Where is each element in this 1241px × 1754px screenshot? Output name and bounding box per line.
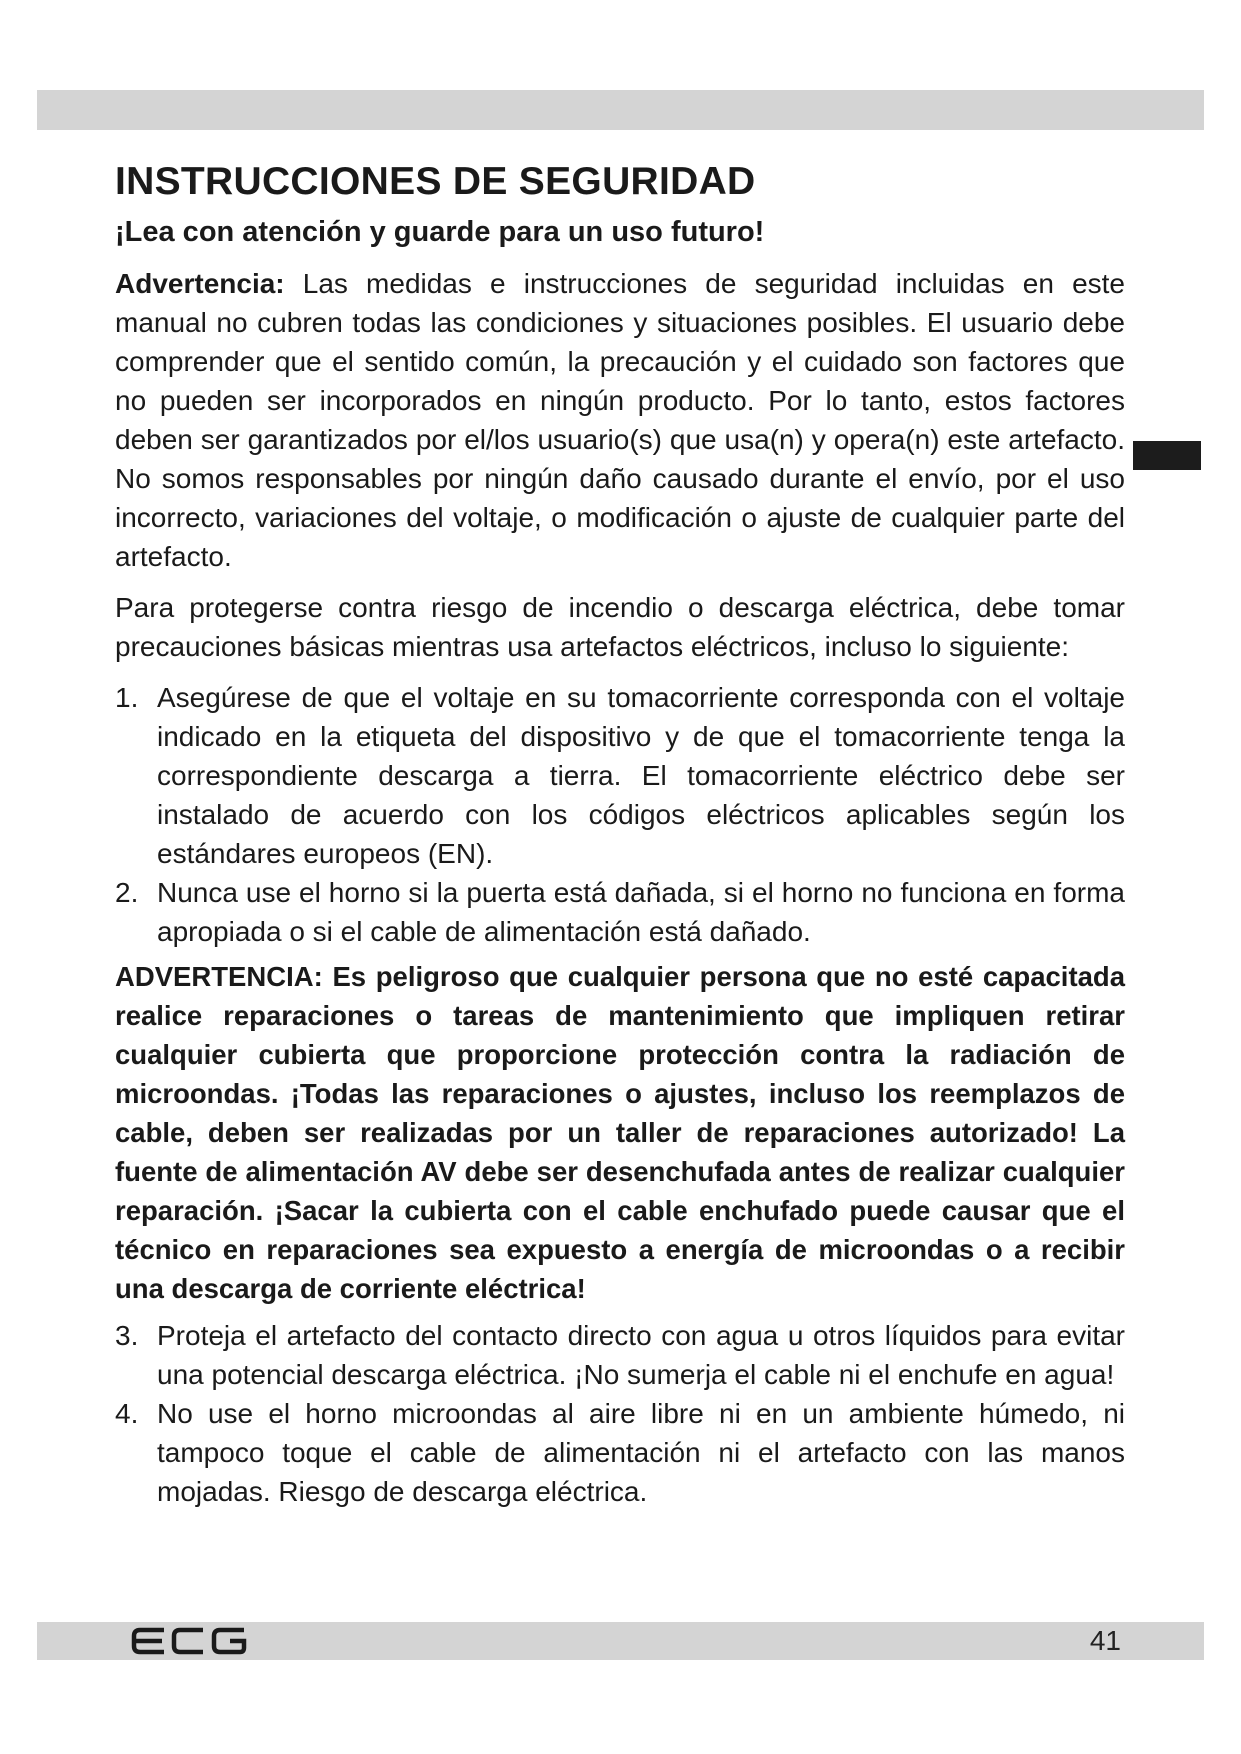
list-item <box>115 1316 1125 1394</box>
page-title: INSTRUCCIONES DE SEGURIDAD <box>115 160 756 203</box>
list-item <box>115 678 1125 873</box>
intro-label: Advertencia: <box>115 267 285 299</box>
protect-paragraph: Para protegerse contra riesgo de incendio o descarga eléctrica, debe tomar precauciones básicas mientras usa artefactos eléctricos, incluso lo siguiente: <box>115 591 1125 662</box>
intro-text: Las medidas e instrucciones de seguridad incluidas en este manual no cubren todas las condiciones y situaciones posibles. El usuario debe comprender que el sentido común, la precaución y el cuidado son factores que no pueden ser incorporados en ningún producto. Por lo tanto, estos factores deben ser garantizados por el/los usuario(s) que usa(n) y opera(n) este artefacto. No somos responsables por ningún daño causado durante el envío, por el uso incorrecto, variaciones del voltaje, o modificación o ajuste de cualquier parte del artefacto. <box>115 267 1125 572</box>
page-content <box>115 160 1125 1511</box>
list-item <box>115 1394 1125 1511</box>
list-item-number: 2. <box>115 876 139 908</box>
safety-list-a <box>115 678 1125 951</box>
page-number: 41 <box>1089 1625 1121 1656</box>
warning-paragraph: ADVERTENCIA: Es peligroso que cualquier persona que no esté capacitada realice reparaciones o tareas de mantenimiento que impliquen retirar cualquier cubierta que proporcione protección contra la radiación de microondas. ¡Todas las reparaciones o ajustes, incluso los reemplazos de cable, deben ser realizadas por un taller de reparaciones autorizado! La fuente de alimentación AV debe ser desenchufada antes de realizar cualquier reparación. ¡Sacar la cubierta con el cable enchufado puede causar que el técnico en reparaciones sea expuesto a energía de microondas o a recibir una descarga de corriente eléctrica! <box>115 960 1125 1304</box>
list-item-text: No use el horno microondas al aire libre ni en un ambiente húmedo, ni tampoco toque el cable de alimentación ni el artefacto con las manos mojadas. Riesgo de descarga eléctrica. <box>157 1397 1125 1507</box>
list-item-number: 4. <box>115 1397 139 1429</box>
list-item-text: Asegúrese de que el voltaje en su tomacorriente corresponda con el voltaje indicado en la etiqueta del dispositivo y de que el tomacorriente tenga la correspondiente descarga a tierra. El tomacorriente eléctrico debe ser instalado de acuerdo con los códigos eléctricos aplicables según los estándares europeos (EN). <box>157 681 1125 869</box>
list-item-number: 3. <box>115 1319 139 1351</box>
list-item-number: 1. <box>115 681 139 713</box>
list-item-text: Nunca use el horno si la puerta está dañada, si el horno no funciona en forma apropiada o si el cable de alimentación está dañado. <box>157 876 1125 947</box>
page-subtitle: ¡Lea con atención y guarde para un uso futuro! <box>115 215 765 248</box>
header-band <box>37 90 1204 130</box>
list-item-text: Proteja el artefacto del contacto directo con agua u otros líquidos para evitar una potencial descarga eléctrica. ¡No sumerja el cable ni el enchufe en agua! <box>157 1319 1125 1390</box>
list-item <box>115 873 1125 951</box>
safety-list-b <box>115 1316 1125 1511</box>
section-tab-marker <box>1133 441 1201 470</box>
ecg-logo <box>130 1626 250 1656</box>
intro-paragraph <box>115 264 1125 576</box>
